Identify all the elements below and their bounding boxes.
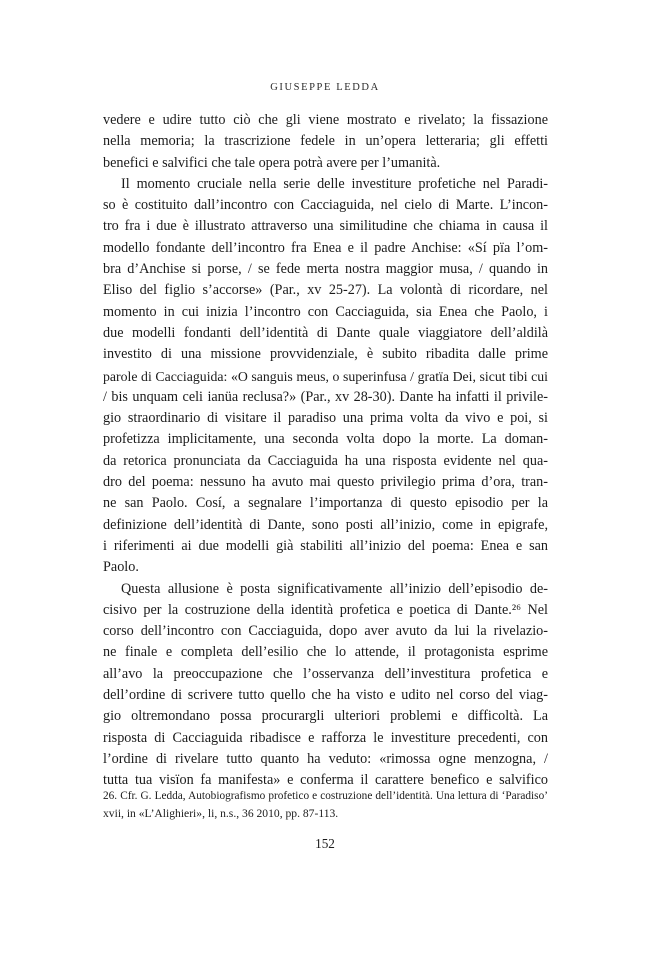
text-line: tro fra i due è illustrato attraverso una similitudine che chiama in causa il	[103, 218, 548, 235]
text-line: ne san Paolo. Cosí, a segnalare l’importanza di questo episodio per la	[103, 495, 548, 512]
body-text	[103, 110, 548, 792]
text-line: Eliso del figlio s’accorse» (Par., xv 25-27). La volontà di ricordare, nel	[103, 282, 548, 299]
text-line: gio straordinario di visitare il paradiso una prima volta da vivo e poi, si	[103, 410, 548, 427]
text-line: / bis unquam celi ianüa reclusa?» (Par., xv 28-30). Dante ha infatti il privile-	[103, 388, 548, 405]
text-line: bra d’Anchise si porse, / se fede merta nostra maggior musa, / quando in	[103, 261, 548, 278]
text-line: modello fondante dell’incontro fra Enea e il padre Anchise: «Sí pïa l’om-	[103, 239, 548, 256]
text-line: ne finale e completa dell’esilio che lo attende, il protagonista esprime	[103, 644, 548, 661]
text-line: corso dell’incontro con Cacciaguida, dopo aver avuto da lui la rivelazio-	[103, 623, 548, 640]
text-line: dro del poema: nessuno ha avuto mai questo privilegio prima d’ora, tran-	[103, 474, 548, 491]
running-head: GIUSEPPE LEDDA	[270, 82, 380, 93]
page-number: 152	[315, 836, 335, 851]
paragraph-1	[103, 110, 548, 174]
footnote-line: 26. Cfr. G. Ledda, Autobiografismo profetico e costruzione dell’identità. Una lettura di ‘Paradiso’	[103, 790, 548, 802]
text-line: dell’ordine di scrivere tutto quello che ha visto e udito nel corso del viag-	[103, 687, 548, 704]
paragraph-3	[103, 579, 548, 792]
text-line: cisivo per la costruzione della identità profetica e poetica di Dante.²⁶ Nel	[103, 601, 548, 618]
text-line: Questa allusione è posta significativamente all’inizio dell’episodio de-	[121, 580, 548, 597]
text-line: l’ordine di rivelare tutto quanto ha veduto: «rimossa ogne menzogna, /	[103, 750, 548, 767]
text-line: vedere e udire tutto ciò che gli viene mostrato e rivelato; la fissazione	[103, 112, 548, 128]
text-line: nella memoria; la trascrizione fedele in un’opera letteraria; gli effetti	[103, 133, 548, 150]
footnote-26	[103, 787, 548, 823]
text-line: i riferimenti ai due modelli già stabiliti all’inizio del poema: Enea e san	[103, 537, 548, 554]
text-line: benefici e salvifici che tale opera potrà avere per l’umanità.	[103, 154, 441, 171]
text-line: parole di Cacciaguida: «O sanguis meus, o superinfusa / gratïa Dei, sicut tibi cui	[103, 368, 548, 384]
text-line: profetizza implicitamente, una seconda volta dopo la morte. La doman-	[103, 431, 548, 448]
text-line: tutta tua visïon fa manifesta» e conferma il carattere benefico e salvifico	[103, 772, 548, 789]
text-line: all’avo la preoccupazione che l’osservanza dell’investitura profetica e	[103, 665, 548, 682]
text-line: momento in cui inizia l’incontro con Cacciaguida, sia Enea che Paolo, i	[103, 303, 548, 320]
footnote-line: xvii, in «L’Alighieri», li, n.s., 36 2010, pp. 87-113.	[103, 807, 339, 820]
text-line: gio oltremondano possa procurargli ulteriori problemi e difficoltà. La	[103, 708, 548, 725]
text-line: Il momento cruciale nella serie delle investiture profetiche nel Paradi-	[121, 175, 548, 192]
text-line: Paolo.	[103, 559, 139, 576]
text-line: investito di una missione provvidenziale, è subito ribadita dalle prime	[103, 346, 548, 363]
text-line: so è costituito dall’incontro con Cacciaguida, nel cielo di Marte. L’incon-	[103, 197, 548, 214]
paragraph-2	[103, 174, 548, 579]
text-line: da retorica pronunciata da Cacciaguida ha una risposta evidente nel qua-	[103, 452, 548, 469]
text-line: definizione dell’identità di Dante, sono posti all’inizio, come in epigrafe,	[103, 516, 548, 533]
text-line: risposta di Cacciaguida ribadisce e rafforza le investiture precedenti, con	[103, 729, 548, 746]
text-line: due modelli fondanti dell’identità di Dante quale viaggiatore dell’aldilà	[103, 324, 548, 341]
